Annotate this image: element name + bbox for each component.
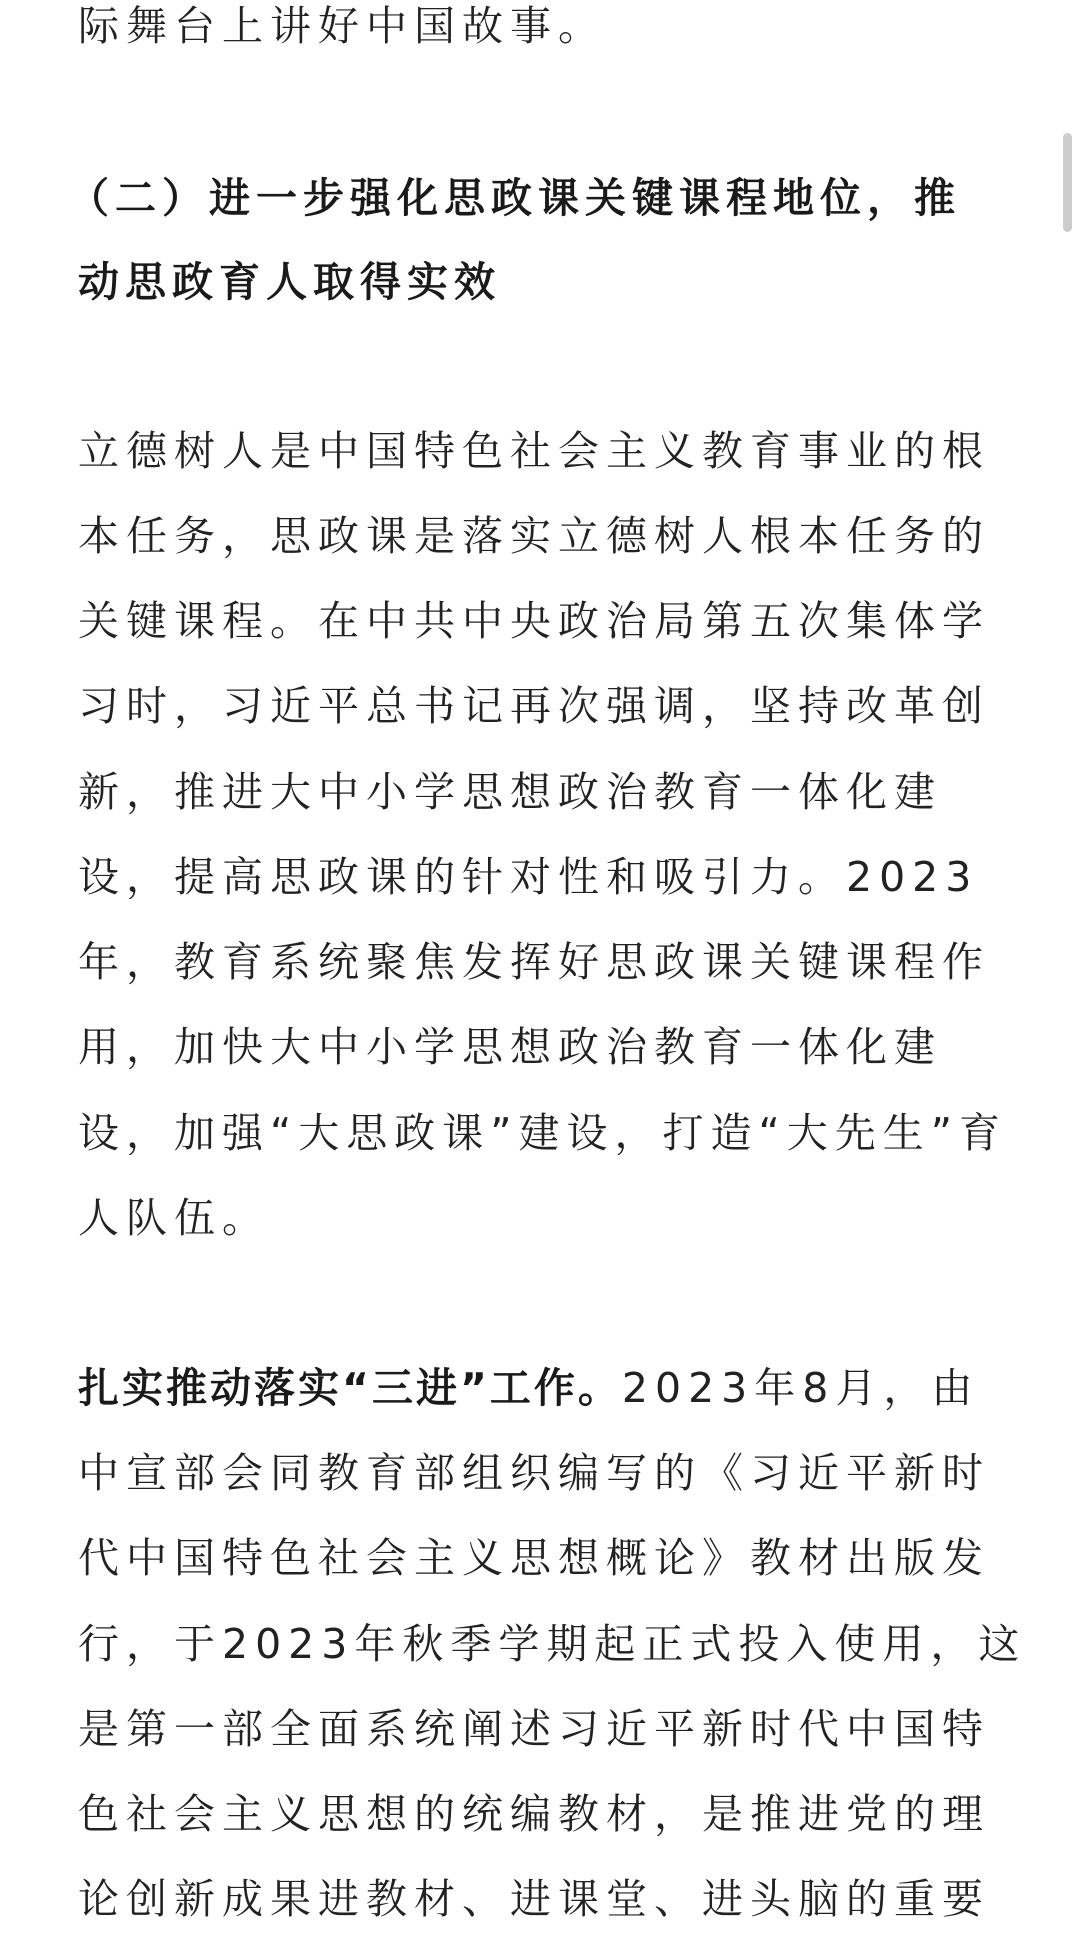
- paragraph-line: 新，推进大中小学思想政治教育一体化建: [78, 768, 942, 816]
- paragraph-line: 关键课程。在中共中央政治局第五次集体学: [78, 597, 990, 645]
- paragraph-line: 用，加快大中小学思想政治教育一体化建: [78, 1023, 942, 1071]
- paragraph-line: 是第一部全面系统阐述习近平新时代中国特: [78, 1705, 990, 1753]
- paragraph-line: 中宣部会同教育部组织编写的《习近平新时: [78, 1449, 990, 1497]
- paragraph-text: 2023年8月，由: [621, 1364, 980, 1412]
- paragraph-line: 行，于2023年秋季学期起正式投入使用，这: [78, 1620, 1027, 1668]
- paragraph-line: 论创新成果进教材、进课堂、进头脑的重要: [78, 1875, 990, 1923]
- heading-line: （二）进一步强化思政课关键课程地位，推: [68, 174, 961, 222]
- vertical-scrollbar-thumb[interactable]: [1063, 133, 1072, 232]
- paragraph-line: 习时，习近平总书记再次强调，坚持改革创: [78, 682, 990, 730]
- paragraph-line: 立德树人是中国特色社会主义教育事业的根: [78, 427, 990, 475]
- paragraph-line: [78, 1362, 979, 1447]
- paragraph-line: 本任务，思政课是落实立德树人根本任务的: [78, 512, 990, 560]
- paragraph-line: 设，加强“大思政课”建设，打造“大先生”育: [78, 1109, 1007, 1157]
- paragraph-lead-bold: 扎实推动落实“三进”工作。: [78, 1364, 622, 1412]
- paragraph-line: 人队伍。: [78, 1194, 270, 1242]
- paragraph-line: 代中国特色社会主义思想概论》教材出版发: [78, 1534, 990, 1582]
- heading-line: 动思政育人取得实效: [78, 258, 501, 306]
- paragraph-line: 色社会主义思想的统编教材，是推进党的理: [78, 1790, 990, 1838]
- paragraph-line: 际舞台上讲好中国故事。: [78, 2, 606, 50]
- paragraph-line: 年，教育系统聚焦发挥好思政课关键课程作: [78, 938, 990, 986]
- paragraph-line: 设，提高思政课的针对性和吸引力。2023: [78, 853, 979, 901]
